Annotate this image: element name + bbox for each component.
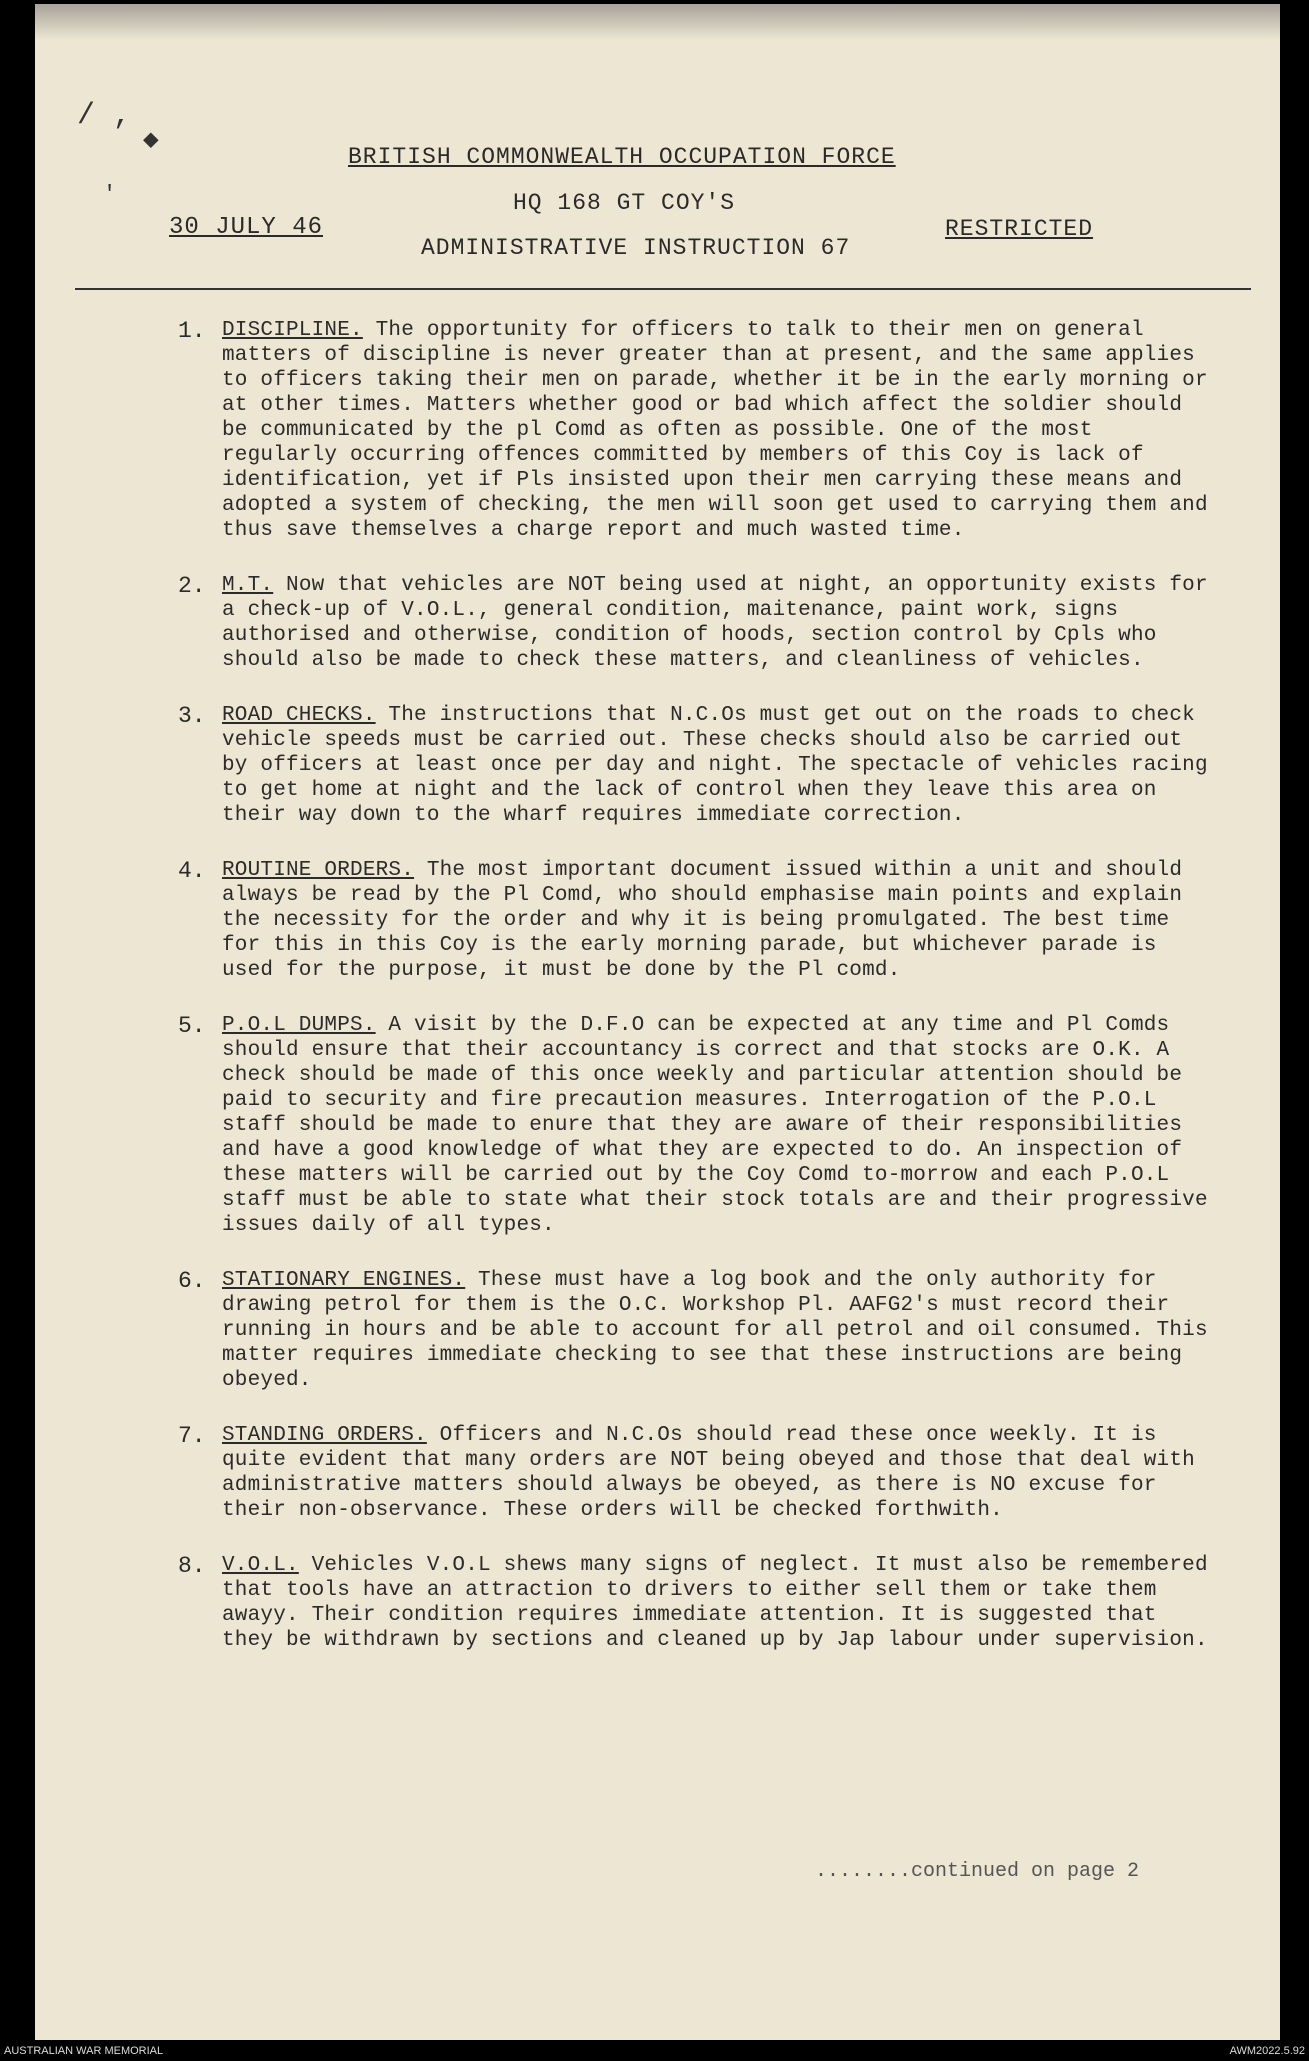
footer-archive-name: AUSTRALIAN WAR MEMORIAL	[4, 2045, 164, 2057]
paragraph-body: Now that vehicles are NOT being used at night, an opportunity exists for a check-up of V.O.L., general condition, maitenance, paint work, signs authorised and otherwise, condition of hoods, section control by Cpls who should also be made to check these matters, and cleanliness of vehicles.	[222, 574, 1208, 672]
paragraph-stationary-engines	[178, 1268, 1218, 1393]
paragraph-number: 4.	[178, 858, 206, 884]
paragraph-text	[222, 1423, 1218, 1523]
paragraph-body: The most important document issued within a unit and should always be read by the Pl Comd, who should emphasise main points and explain the necessity for the order and why it is being promulgated. The best time for this in this Coy is the early morning parade, but whichever parade is used for the purpose, it must be done by the Pl comd.	[222, 859, 1183, 982]
paragraph-text	[222, 1268, 1218, 1393]
paragraph-body: Vehicles V.O.L shews many signs of neglect. It must also be remembered that tools have an attraction to drivers to either sell them or take them awayy. Their condition requires immediate attention. It is suggested that they be withdrawn by sections and cleaned up by Jap labour under supervision.	[222, 1554, 1208, 1652]
paragraph-number: 2.	[178, 573, 206, 599]
paragraph-routine-orders	[178, 858, 1218, 983]
paragraph-heading: DISCIPLINE.	[222, 319, 363, 342]
paragraph-body: The instructions that N.C.Os must get out on the roads to check vehicle speeds must be carried out. These checks should also be carried out by officers at least once per day and night. The spectacle of vehicles racing to get home at night and the lack of control when they leave this area on their way down to the wharf requires immediate correction.	[222, 704, 1208, 827]
continued-note: ........continued on page 2	[815, 1860, 1140, 1883]
paragraph-heading: STATIONARY ENGINES.	[222, 1269, 466, 1292]
paragraph-body: A visit by the D.F.O can be expected at any time and Pl Comds should ensure that their accountancy is correct and that stocks are O.K. A check should be made of this once weekly and particular attention should be paid to security and fire precaution measures. Interrogation of the P.O.L staff should be made to enure that they are aware of their responsibilities and have a good knowledge of what they are expected to do. An inspection of these matters will be carried out by the Coy Comd to-morrow and each P.O.L staff must be able to state what their stock totals are and their progressive issues daily of all types.	[222, 1014, 1208, 1237]
paragraph-body: These must have a log book and the only authority for drawing petrol for them is the O.C. Workshop Pl. AAFG2's must record their running in hours and be able to account for all petrol and oil consumed. This matter requires immediate checking to see that these instructions are being obeyed.	[222, 1269, 1208, 1392]
paragraph-text	[222, 858, 1218, 983]
unit-heading: HQ 168 GT COY'S	[513, 190, 736, 216]
paragraph-mt	[178, 573, 1218, 673]
pen-mark: / ,	[77, 99, 132, 133]
instruction-heading: ADMINISTRATIVE INSTRUCTION 67	[421, 235, 851, 261]
paragraph-number: 5.	[178, 1013, 206, 1039]
paragraph-vol	[178, 1553, 1218, 1653]
document-date: 30 JULY 46	[169, 214, 324, 241]
paragraph-heading: ROUTINE ORDERS.	[222, 859, 415, 882]
paragraph-heading: V.O.L.	[222, 1554, 299, 1577]
paragraph-text	[222, 573, 1218, 673]
paragraph-discipline	[178, 318, 1218, 543]
paragraph-heading: P.O.L DUMPS.	[222, 1014, 376, 1037]
paragraph-text	[222, 318, 1218, 543]
paragraph-number: 8.	[178, 1553, 206, 1579]
paragraph-number: 3.	[178, 703, 206, 729]
paragraph-body: The opportunity for officers to talk to their men on general matters of discipline is never greater than at present, and the same applies to officers taking their men on parade, whether it be in the early morning or at other times. Matters whether good or bad which affect the soldier should be communicated by the pl Comd as often as possible. One of the most regularly occurring offences committed by members of this Coy is lack of identification, yet if Pls insisted upon their men carrying these means and adopted a system of checking, the men will soon get used to carrying them and thus save themselves a charge report and much wasted time.	[222, 319, 1208, 542]
arrow-mark-icon: ◆	[143, 125, 159, 155]
header-divider	[75, 288, 1251, 290]
paragraph-text	[222, 1553, 1218, 1653]
paragraph-heading: ROAD CHECKS.	[222, 704, 376, 727]
paragraph-standing-orders	[178, 1423, 1218, 1523]
document-title: BRITISH COMMONWEALTH OCCUPATION FORCE	[348, 144, 896, 170]
footer-accession-number: AWM2022.5.92	[1229, 2045, 1305, 2057]
paragraph-pol-dumps	[178, 1013, 1218, 1238]
instruction-body	[178, 318, 1218, 1683]
paragraph-number: 1.	[178, 318, 206, 344]
document-page	[35, 4, 1280, 2040]
paragraph-road-checks	[178, 703, 1218, 828]
paragraph-number: 6.	[178, 1268, 206, 1294]
paragraph-text	[222, 703, 1218, 828]
paper-edge-shadow	[35, 4, 1280, 40]
paragraph-heading: STANDING ORDERS.	[222, 1424, 427, 1447]
paragraph-heading: M.T.	[222, 574, 274, 597]
paragraph-text	[222, 1013, 1218, 1238]
paragraph-body: Officers and N.C.Os should read these once weekly. It is quite evident that many orders are NOT being obeyed and those that deal with administrative matters should always be obeyed, as there is NO excuse for their non-observance. These orders will be checked forthwith.	[222, 1424, 1195, 1522]
classification-label: RESTRICTED	[945, 216, 1094, 242]
pen-mark: '	[103, 182, 117, 207]
paragraph-number: 7.	[178, 1423, 206, 1449]
